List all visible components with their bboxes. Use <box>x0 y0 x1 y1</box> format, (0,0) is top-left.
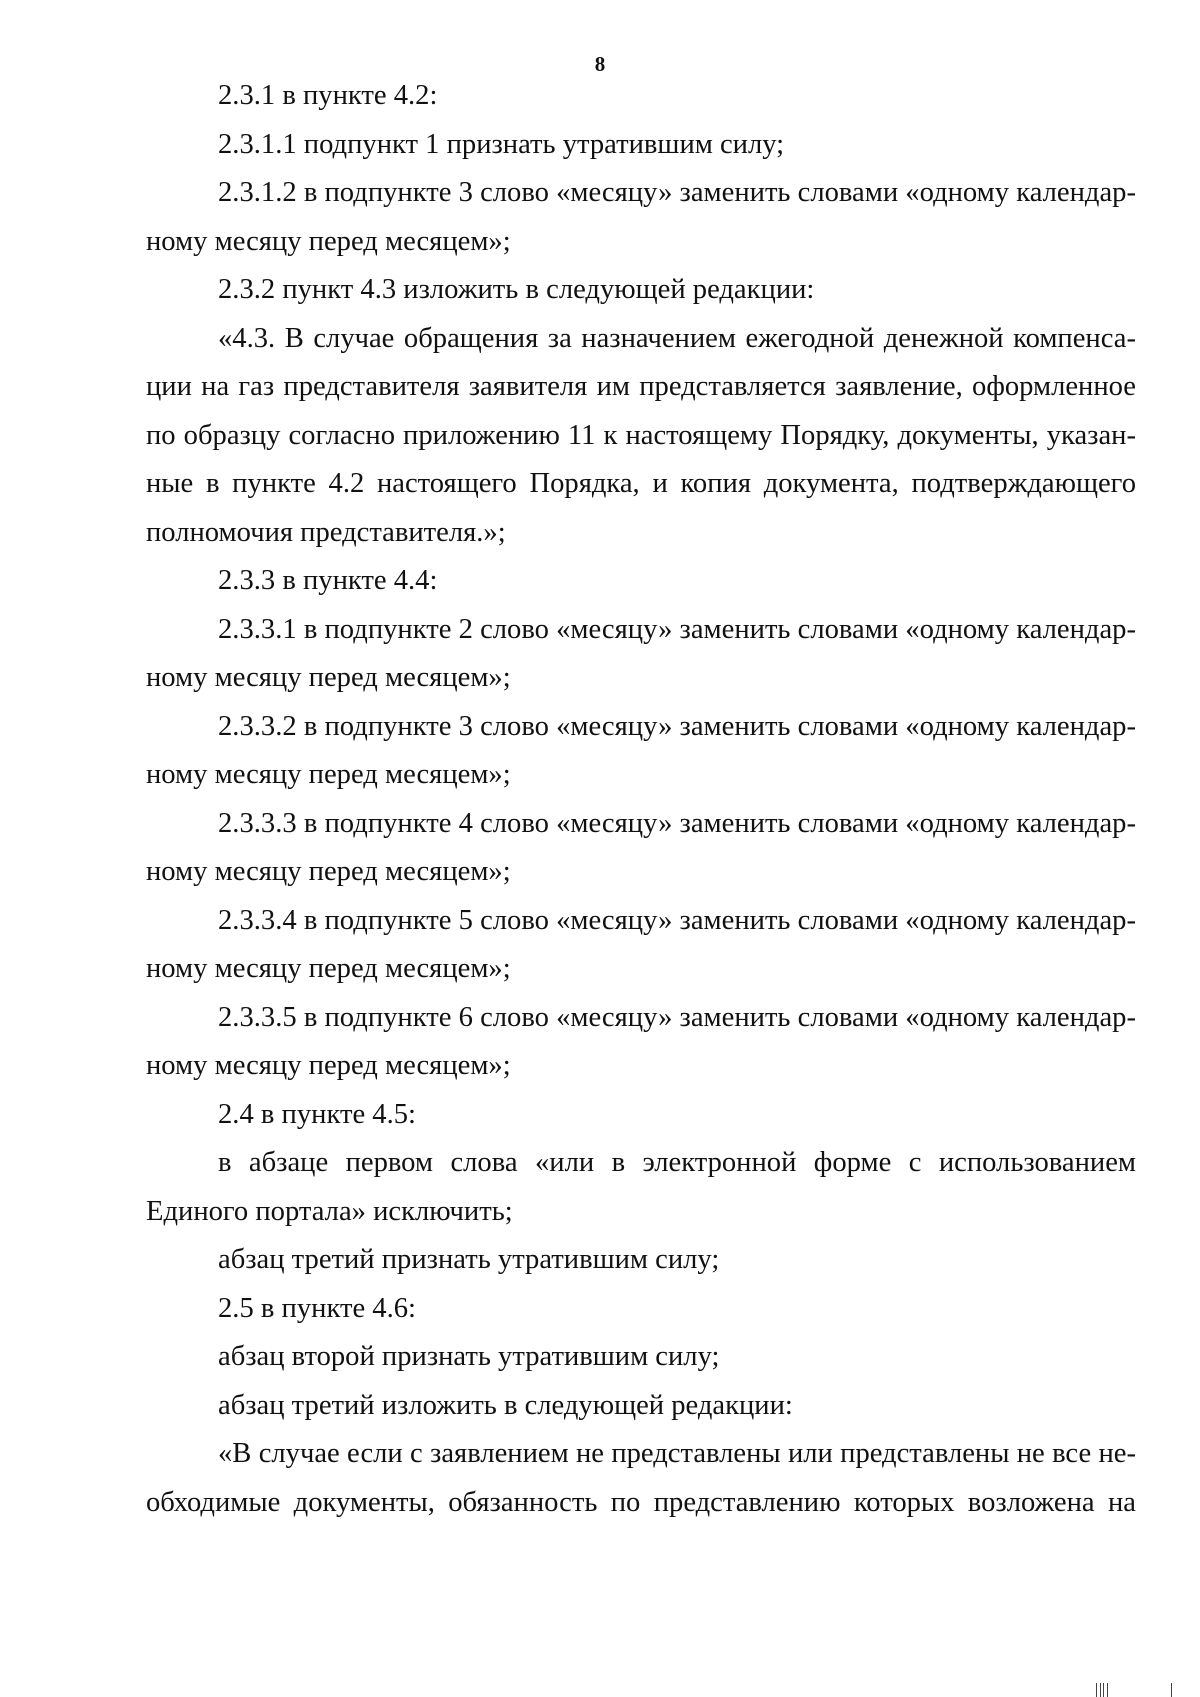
document-body <box>146 72 1136 1527</box>
paragraph-2-3-3-5: 2.3.3.5 в подпункте 6 слово «месяцу» заменить словами «одному календарному месяцу перед месяцем»; <box>146 1001 1136 1081</box>
paragraph-2-3-3: 2.3.3 в пункте 4.4: <box>218 565 438 596</box>
scan-mark-left-4 <box>1107 1683 1108 1697</box>
paragraph-4-3-quote: «4.3. В случае обращения за назначением ежегодной денежной компенсации на газ представителя заявителя им представляется заявление, оформленное по образцу согласно приложению 11 к настоящему Порядку, документы, указанные в пункте 4.2 настоящего Порядка, и копия документа, подтверждающего полномочия представителя.»; <box>146 322 1136 548</box>
paragraph-2-3-3-1: 2.3.3.1 в подпункте 2 слово «месяцу» заменить словами «одному календарному месяцу перед месяцем»; <box>146 613 1136 693</box>
paragraph-2-3-3-4: 2.3.3.4 в подпункте 5 слово «месяцу» заменить словами «одному календарному месяцу перед месяцем»; <box>146 904 1136 984</box>
paragraph-2-5-third-abzac: абзац третий изложить в следующей редакции: <box>218 1389 793 1421</box>
paragraph-2-4: 2.4 в пункте 4.5: <box>218 1098 416 1130</box>
paragraph-2-3-1: 2.3.1 в пункте 4.2: <box>218 80 438 111</box>
paragraph-2-4-third-abzac: абзац третий признать утратившим силу; <box>218 1244 720 1275</box>
paragraph-2-5-second-abzac: абзац второй признать утратившим силу; <box>218 1341 720 1372</box>
page-number: 8 <box>594 52 606 76</box>
scan-mark-left-3 <box>1103 1683 1104 1697</box>
paragraph-2-5: 2.5 в пункте 4.6: <box>218 1292 416 1324</box>
scan-mark-right <box>1171 1683 1172 1697</box>
paragraph-2-3-3-3: 2.3.3.3 в подпункте 4 слово «месяцу» заменить словами «одному календарному месяцу перед месяцем»; <box>146 807 1136 887</box>
paragraph-2-3-1-2: 2.3.1.2 в подпункте 3 слово «месяцу» заменить словами «одному календарному месяцу перед месяцем»; <box>146 177 1136 257</box>
scan-mark-left-2 <box>1100 1683 1101 1697</box>
paragraph-2-4-first-abzac: в абзаце первом слова «или в электронной форме с использованием Единого портала» исключить; <box>146 1147 1136 1227</box>
scan-mark-left-1 <box>1096 1683 1097 1697</box>
paragraph-quote-continued: «В случае если с заявлением не представлены или представлены не все необходимые документы, обязанность по представлению которых возложена на <box>146 1438 1136 1518</box>
paragraph-2-3-2: 2.3.2 пункт 4.3 изложить в следующей редакции: <box>218 274 815 305</box>
paragraph-2-3-1-1: 2.3.1.1 подпункт 1 признать утратившим силу; <box>218 128 785 160</box>
paragraph-2-3-3-2: 2.3.3.2 в подпункте 3 слово «месяцу» заменить словами «одному календарному месяцу перед месяцем»; <box>146 710 1136 790</box>
